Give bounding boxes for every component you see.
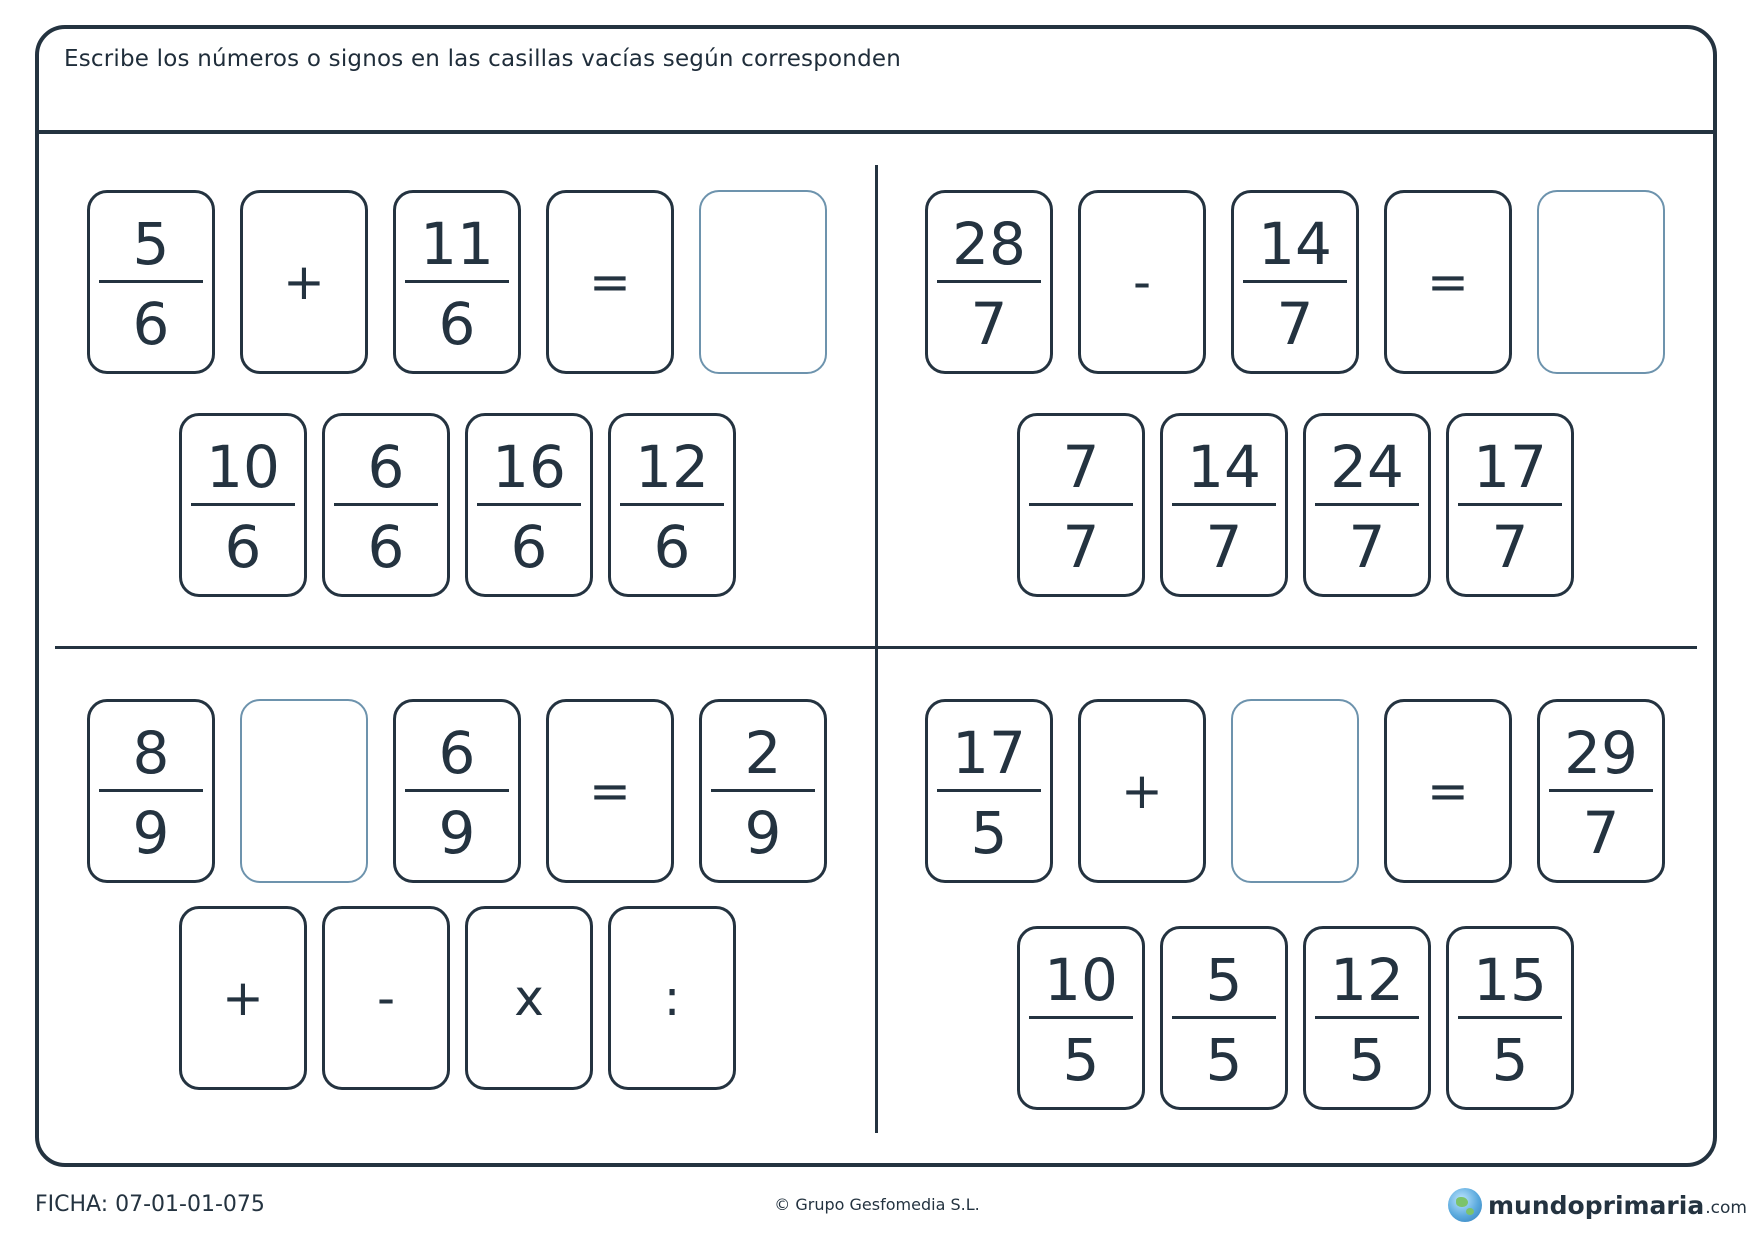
logo-domain: .com xyxy=(1705,1198,1747,1218)
numerator: 17 xyxy=(1473,433,1547,501)
denominator: 6 xyxy=(132,290,170,358)
fraction-bar xyxy=(1029,503,1133,506)
fraction-bar xyxy=(477,503,581,506)
answer-blank[interactable] xyxy=(1231,699,1359,883)
numerator: 12 xyxy=(635,433,709,501)
operator-card xyxy=(1078,699,1206,883)
denominator: 6 xyxy=(653,513,691,581)
fraction-bar xyxy=(405,789,509,792)
fraction-option-card[interactable] xyxy=(179,413,307,597)
fraction-bar xyxy=(99,789,203,792)
denominator: 7 xyxy=(1276,290,1314,358)
denominator: 5 xyxy=(1348,1026,1386,1094)
fraction-option-card[interactable] xyxy=(465,413,593,597)
fraction-card xyxy=(925,699,1053,883)
fraction-bar xyxy=(1243,280,1347,283)
denominator: 7 xyxy=(970,290,1008,358)
site-logo xyxy=(1448,1185,1747,1225)
fraction-option-card[interactable] xyxy=(1160,413,1288,597)
numerator: 12 xyxy=(1330,946,1404,1014)
operator-card xyxy=(1078,190,1206,374)
answer-blank[interactable] xyxy=(1537,190,1665,374)
denominator: 9 xyxy=(744,799,782,867)
fraction-bar xyxy=(1315,1016,1419,1019)
numerator: 10 xyxy=(206,433,280,501)
operator-symbol: - xyxy=(376,969,396,1027)
numerator: 14 xyxy=(1258,210,1332,278)
operator-symbol: + xyxy=(1121,762,1163,820)
fraction-bar xyxy=(1315,503,1419,506)
fraction-card xyxy=(393,699,521,883)
numerator: 16 xyxy=(492,433,566,501)
fraction-bar xyxy=(191,503,295,506)
fraction-option-card[interactable] xyxy=(1160,926,1288,1110)
operator-symbol: = xyxy=(1427,253,1469,311)
numerator: 5 xyxy=(1205,946,1243,1014)
numerator: 15 xyxy=(1473,946,1547,1014)
operator-card xyxy=(240,190,368,374)
operator-symbol: : xyxy=(663,969,681,1027)
denominator: 6 xyxy=(438,290,476,358)
denominator: 9 xyxy=(132,799,170,867)
fraction-card xyxy=(1537,699,1665,883)
answer-blank[interactable] xyxy=(240,699,368,883)
fraction-card xyxy=(87,190,215,374)
fraction-bar xyxy=(99,280,203,283)
fraction-bar xyxy=(1029,1016,1133,1019)
operator-symbol: = xyxy=(589,253,631,311)
operator-option-card[interactable] xyxy=(465,906,593,1090)
numerator: 5 xyxy=(132,210,170,278)
instruction-text: Escribe los números o signos en las casillas vacías según corresponden xyxy=(64,46,902,72)
fraction-option-card[interactable] xyxy=(1017,926,1145,1110)
denominator: 5 xyxy=(970,799,1008,867)
operator-card xyxy=(1384,699,1512,883)
denominator: 5 xyxy=(1062,1026,1100,1094)
numerator: 8 xyxy=(132,719,170,787)
worksheet-code: FICHA: 07-01-01-075 xyxy=(35,1192,265,1217)
fraction-bar xyxy=(1458,1016,1562,1019)
fraction-card xyxy=(699,699,827,883)
numerator: 17 xyxy=(952,719,1026,787)
fraction-bar xyxy=(334,503,438,506)
numerator: 29 xyxy=(1564,719,1638,787)
fraction-option-card[interactable] xyxy=(1446,926,1574,1110)
horizontal-divider xyxy=(55,646,1697,649)
numerator: 10 xyxy=(1044,946,1118,1014)
copyright-text: © Grupo Gesfomedia S.L. xyxy=(774,1195,980,1214)
numerator: 28 xyxy=(952,210,1026,278)
numerator: 7 xyxy=(1062,433,1100,501)
denominator: 7 xyxy=(1348,513,1386,581)
fraction-option-card[interactable] xyxy=(1446,413,1574,597)
numerator: 11 xyxy=(420,210,494,278)
fraction-option-card[interactable] xyxy=(1017,413,1145,597)
operator-symbol: + xyxy=(283,253,325,311)
fraction-bar xyxy=(1172,1016,1276,1019)
fraction-card xyxy=(87,699,215,883)
fraction-card xyxy=(393,190,521,374)
operator-option-card[interactable] xyxy=(322,906,450,1090)
denominator: 6 xyxy=(224,513,262,581)
denominator: 7 xyxy=(1205,513,1243,581)
denominator: 5 xyxy=(1205,1026,1243,1094)
numerator: 14 xyxy=(1187,433,1261,501)
fraction-card xyxy=(1231,190,1359,374)
operator-card xyxy=(546,699,674,883)
fraction-bar xyxy=(937,789,1041,792)
operator-symbol: + xyxy=(222,969,264,1027)
fraction-bar xyxy=(937,280,1041,283)
fraction-option-card[interactable] xyxy=(322,413,450,597)
fraction-bar xyxy=(620,503,724,506)
denominator: 5 xyxy=(1491,1026,1529,1094)
numerator: 2 xyxy=(744,719,782,787)
fraction-bar xyxy=(711,789,815,792)
header-divider xyxy=(37,130,1715,134)
fraction-option-card[interactable] xyxy=(1303,413,1431,597)
fraction-bar xyxy=(1172,503,1276,506)
denominator: 9 xyxy=(438,799,476,867)
logo-name: mundoprimaria xyxy=(1488,1190,1705,1220)
fraction-option-card[interactable] xyxy=(1303,926,1431,1110)
operator-card xyxy=(1384,190,1512,374)
numerator: 6 xyxy=(438,719,476,787)
fraction-bar xyxy=(1458,503,1562,506)
denominator: 7 xyxy=(1491,513,1529,581)
fraction-bar xyxy=(1549,789,1653,792)
denominator: 6 xyxy=(367,513,405,581)
operator-symbol: x xyxy=(514,969,544,1027)
operator-option-card[interactable] xyxy=(608,906,736,1090)
numerator: 24 xyxy=(1330,433,1404,501)
operator-option-card[interactable] xyxy=(179,906,307,1090)
denominator: 7 xyxy=(1062,513,1100,581)
operator-symbol: = xyxy=(1427,762,1469,820)
denominator: 6 xyxy=(510,513,548,581)
fraction-option-card[interactable] xyxy=(608,413,736,597)
operator-symbol: = xyxy=(589,762,631,820)
operator-symbol: - xyxy=(1132,253,1152,311)
answer-blank[interactable] xyxy=(699,190,827,374)
globe-icon xyxy=(1448,1188,1482,1222)
fraction-bar xyxy=(405,280,509,283)
fraction-card xyxy=(925,190,1053,374)
denominator: 7 xyxy=(1582,799,1620,867)
vertical-divider xyxy=(875,165,878,1133)
numerator: 6 xyxy=(367,433,405,501)
operator-card xyxy=(546,190,674,374)
